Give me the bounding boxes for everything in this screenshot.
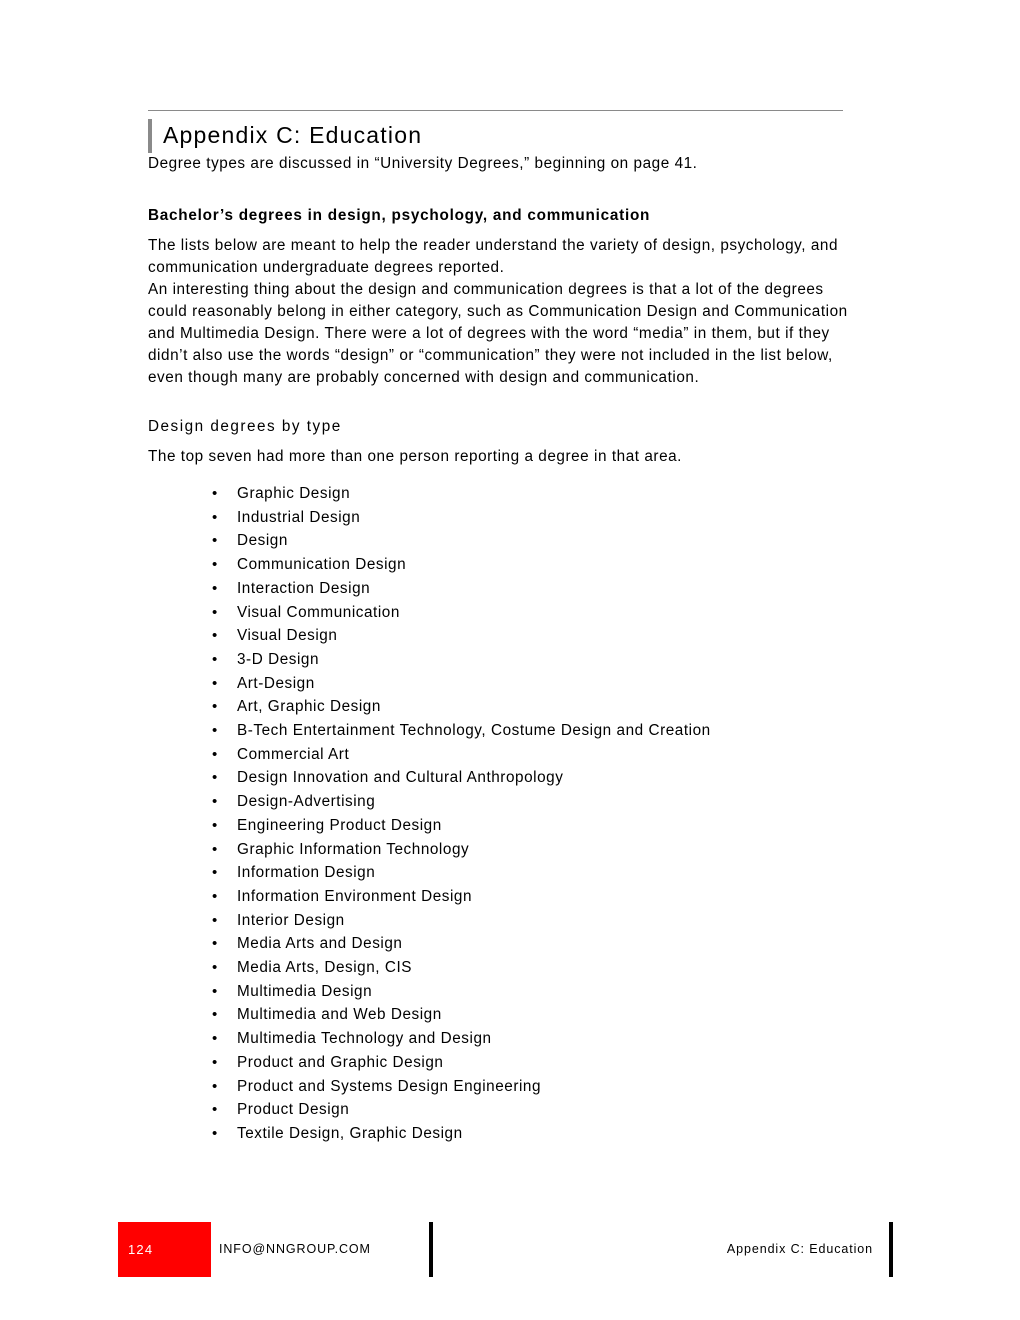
list-item-label: Textile Design, Graphic Design — [237, 1124, 463, 1142]
list-item — [148, 601, 863, 625]
list-item-label: Product and Systems Design Engineering — [237, 1077, 542, 1095]
bullet-icon: • — [212, 508, 218, 526]
list-item — [148, 790, 863, 814]
bullet-icon: • — [212, 1124, 218, 1142]
bullet-icon: • — [212, 579, 218, 597]
list-item — [148, 1027, 863, 1051]
page-number: 124 — [128, 1242, 154, 1257]
bullet-icon: • — [212, 1030, 218, 1048]
list-item-label: Graphic Information Technology — [237, 840, 470, 858]
footer-rule-right — [889, 1222, 893, 1277]
paragraph-1: The lists below are meant to help the reader understand the variety of design, psychology, and communication undergraduate degrees reported. — [148, 237, 839, 276]
list-item — [148, 506, 863, 530]
list-item — [148, 529, 863, 553]
bullet-icon: • — [212, 887, 218, 905]
list-item-label: 3-D Design — [237, 650, 320, 668]
page-title: Appendix C: Education — [163, 122, 423, 148]
paragraph-2: An interesting thing about the design and communication degrees is that a lot of the degrees could reasonably belong in either category, such as Communication Design and Communication and Multimedia Design. There were a lot of degrees with the word “media” in them, but if they didn’t also use the words “design” or “communication” they were not included in the list below, even though many are probably concerned with design and communication. — [148, 281, 848, 386]
footer-email: INFO@NNGROUP.COM — [219, 1242, 371, 1256]
page-title-block — [148, 119, 863, 153]
bullet-icon: • — [212, 769, 218, 787]
bullet-icon: • — [212, 959, 218, 977]
degree-list — [148, 482, 863, 1146]
bullet-icon: • — [212, 485, 218, 502]
list-item-label: Commercial Art — [237, 745, 350, 763]
bullet-icon: • — [212, 745, 218, 763]
footer-section-label: Appendix C: Education — [726, 1242, 873, 1256]
list-item-label: Interaction Design — [237, 579, 371, 597]
list-item-label: Information Design — [237, 864, 376, 882]
list-item-label: Visual Communication — [237, 603, 400, 621]
footer-rule-left — [429, 1222, 433, 1277]
bullet-icon: • — [212, 650, 218, 668]
bullet-icon: • — [212, 674, 218, 692]
bullet-icon: • — [212, 627, 218, 645]
list-item — [148, 909, 863, 933]
list-item-label: Interior Design — [237, 911, 345, 929]
bullet-icon: • — [212, 698, 218, 716]
title-divider — [148, 110, 843, 111]
list-item — [148, 672, 863, 696]
list-item-label: Product Design — [237, 1101, 350, 1119]
list-item — [148, 695, 863, 719]
list-item-label: Multimedia Technology and Design — [237, 1030, 492, 1048]
bullet-icon: • — [212, 935, 218, 953]
list-item — [148, 838, 863, 862]
list-item — [148, 1075, 863, 1099]
list-item — [148, 553, 863, 577]
bullet-icon: • — [212, 816, 218, 834]
list-item-label: Design-Advertising — [237, 793, 376, 811]
list-item — [148, 482, 863, 506]
bullet-icon: • — [212, 1053, 218, 1071]
list-item-label: Art, Graphic Design — [237, 698, 381, 716]
bullet-icon: • — [212, 722, 218, 740]
list-item — [148, 956, 863, 980]
page-footer — [118, 1222, 893, 1277]
list-item — [148, 885, 863, 909]
list-item — [148, 1122, 863, 1146]
list-item-label: Media Arts and Design — [237, 935, 403, 953]
list-item-label: Engineering Product Design — [237, 816, 442, 834]
bullet-icon: • — [212, 1006, 218, 1024]
bullet-icon: • — [212, 1077, 218, 1095]
section-heading: Bachelor’s degrees in design, psychology, and communication — [148, 207, 651, 224]
list-item — [148, 861, 863, 885]
bullet-icon: • — [212, 911, 218, 929]
list-item — [148, 1003, 863, 1027]
bullet-icon: • — [212, 532, 218, 550]
list-item-label: Design — [237, 532, 288, 550]
list-item — [148, 577, 863, 601]
list-item-label: Multimedia Design — [237, 982, 373, 1000]
list-item-label: Industrial Design — [237, 508, 361, 526]
list-item — [148, 1098, 863, 1122]
list-heading: Design degrees by type — [148, 418, 342, 435]
list-item — [148, 814, 863, 838]
list-item-label: Media Arts, Design, CIS — [237, 959, 413, 977]
list-item-label: Multimedia and Web Design — [237, 1006, 442, 1024]
list-note: The top seven had more than one person reporting a degree in that area. — [148, 448, 682, 465]
list-item — [148, 932, 863, 956]
list-item-label: Design Innovation and Cultural Anthropology — [237, 769, 564, 787]
title-accent-bar — [148, 119, 152, 153]
intro-paragraph: Degree types are discussed in “University Degrees,” beginning on page 41. — [148, 155, 698, 172]
list-item — [148, 743, 863, 767]
list-item-label: B-Tech Entertainment Technology, Costume Design and Creation — [237, 722, 711, 740]
list-item — [148, 980, 863, 1004]
bullet-icon: • — [212, 840, 218, 858]
list-item-label: Visual Design — [237, 627, 338, 645]
list-item — [148, 766, 863, 790]
list-item-label: Graphic Design — [237, 485, 351, 502]
list-item-label: Product and Graphic Design — [237, 1053, 444, 1071]
list-item-label: Art-Design — [237, 674, 315, 692]
bullet-icon: • — [212, 793, 218, 811]
bullet-icon: • — [212, 1101, 218, 1119]
list-item — [148, 648, 863, 672]
list-item-label: Communication Design — [237, 556, 407, 574]
bullet-icon: • — [212, 603, 218, 621]
bullet-icon: • — [212, 556, 218, 574]
bullet-icon: • — [212, 864, 218, 882]
list-item-label: Information Environment Design — [237, 887, 473, 905]
bullet-icon: • — [212, 982, 218, 1000]
list-item — [148, 719, 863, 743]
list-item — [148, 624, 863, 648]
page-content — [148, 110, 863, 1146]
list-item — [148, 1051, 863, 1075]
